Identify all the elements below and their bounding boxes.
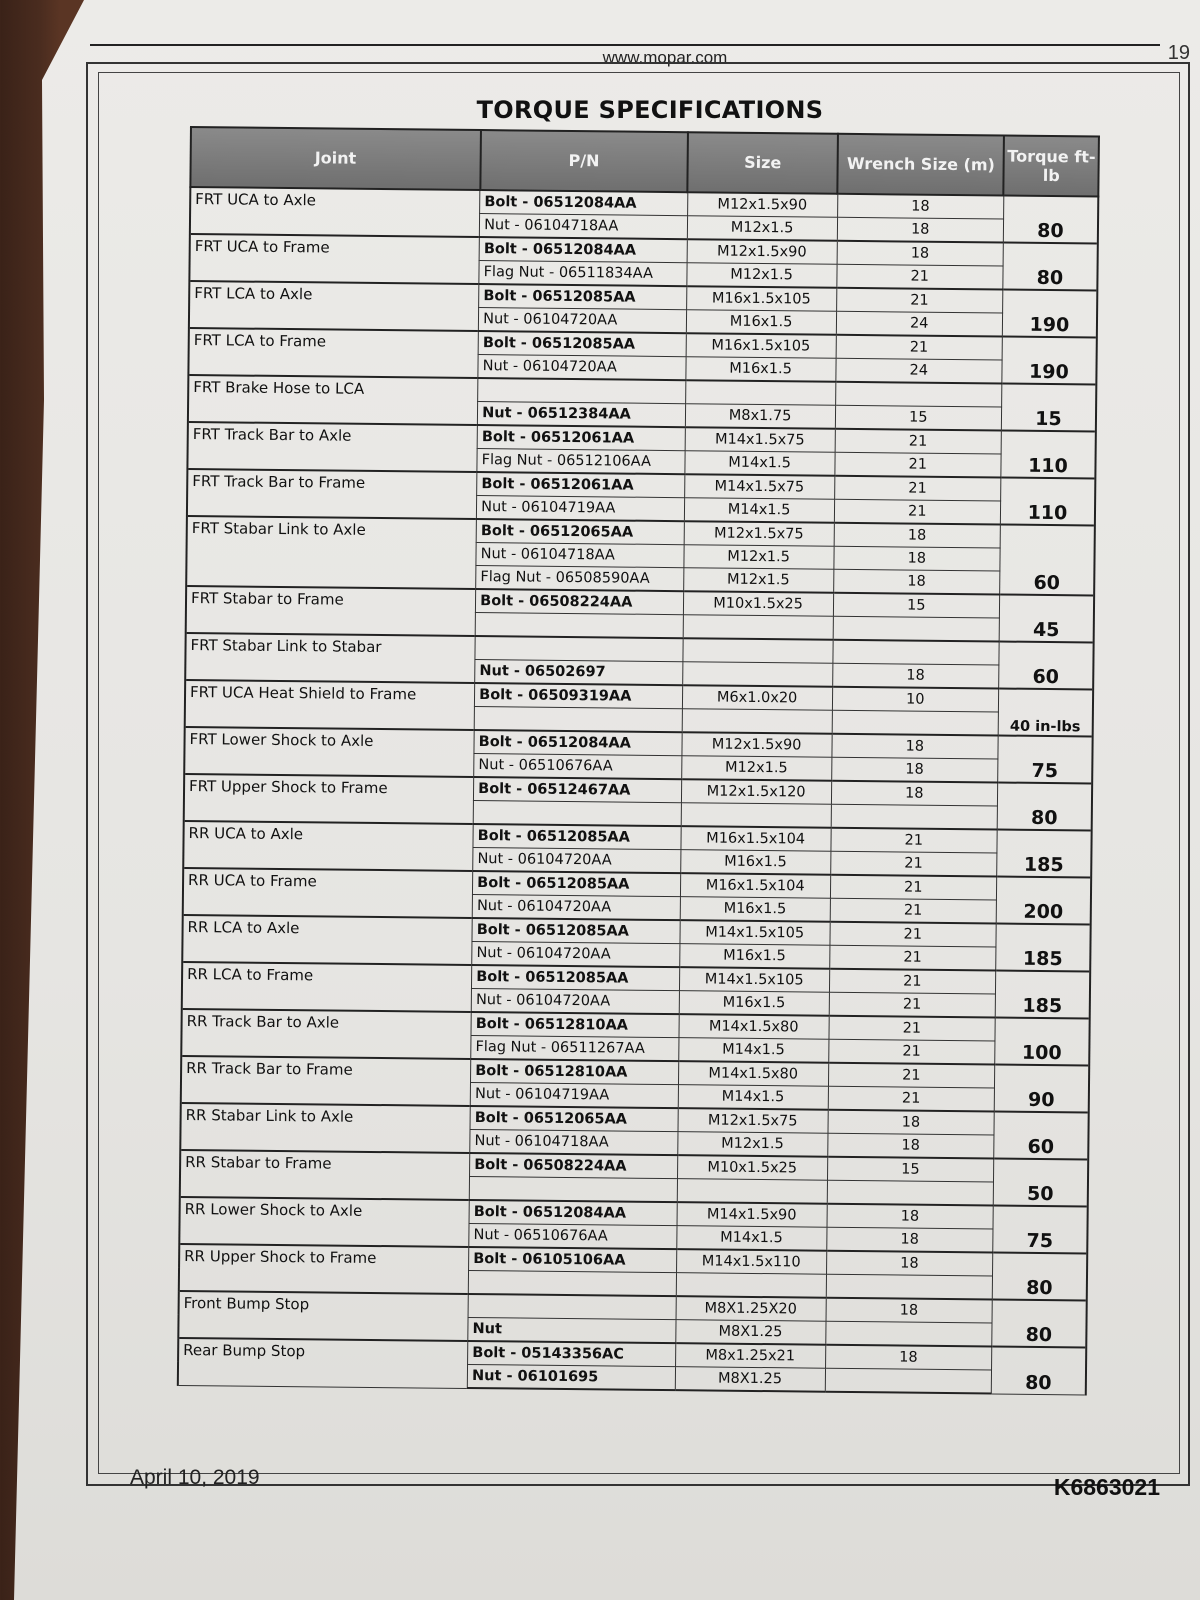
part-number-cell: Nut - 06104718AA (479, 214, 687, 240)
wrench-size-cell: 18 (834, 523, 1001, 548)
size-cell (685, 380, 835, 405)
part-number-cell (469, 1176, 677, 1202)
wrench-size-cell: 18 (827, 1133, 994, 1158)
column-header-joint: Joint (190, 127, 480, 190)
torque-cell: 80 (991, 1346, 1086, 1394)
wrench-size-cell: 21 (829, 945, 996, 970)
size-cell: M12x1.5x75 (678, 1108, 828, 1133)
wrench-size-cell (835, 382, 1002, 407)
torque-cell: 60 (1000, 525, 1095, 596)
wrench-size-cell: 15 (833, 593, 1000, 618)
part-number-cell: Nut - 06512384AA (478, 402, 686, 428)
part-number-cell (475, 613, 683, 639)
torque-cell: 190 (1002, 290, 1097, 338)
size-cell: M8X1.25 (675, 1367, 825, 1392)
wrench-size-cell: 18 (825, 1345, 992, 1370)
size-cell: M14x1.5x110 (676, 1249, 826, 1274)
size-cell: M16x1.5 (679, 991, 829, 1016)
size-cell: M8X1.25X20 (676, 1296, 826, 1321)
wrench-size-cell: 18 (827, 1204, 994, 1229)
size-cell: M12x1.5x120 (681, 779, 831, 804)
part-number-cell: Nut - 06510676AA (469, 1223, 677, 1249)
size-cell: M16x1.5 (686, 310, 836, 335)
torque-cell: 90 (994, 1064, 1089, 1112)
table-header-row (190, 127, 1099, 197)
part-number-cell: Nut - 06510676AA (474, 754, 682, 780)
joint-cell: RR Upper Shock to Frame (179, 1244, 469, 1294)
header-rule (90, 44, 1160, 46)
joint-cell: FRT UCA to Frame (189, 234, 479, 284)
part-number-cell: Nut - 06104720AA (472, 941, 680, 967)
joint-cell: RR LCA to Axle (182, 915, 472, 965)
part-number-cell: Bolt - 06512084AA (479, 237, 687, 263)
part-number-cell: Bolt - 06508224AA (470, 1153, 678, 1179)
torque-cell: 15 (1001, 384, 1096, 432)
wrench-size-cell (832, 640, 999, 665)
wrench-size-cell: 24 (836, 311, 1003, 336)
part-number-cell: Bolt - 06512085AA (479, 284, 687, 310)
size-cell: M10x1.5x25 (683, 591, 833, 616)
torque-cell: 185 (996, 923, 1091, 971)
footer-doc-id: K6863021 (1053, 1474, 1160, 1500)
part-number-cell (468, 1270, 676, 1296)
wrench-size-cell: 21 (836, 264, 1003, 289)
size-cell (681, 803, 831, 828)
wrench-size-cell: 21 (830, 922, 997, 947)
size-cell: M16x1.5 (685, 357, 835, 382)
header-url: www.mopar.com (602, 48, 728, 67)
part-number-cell: Bolt - 06509319AA (475, 683, 683, 709)
wrench-size-cell (825, 1368, 992, 1393)
part-number-cell: Bolt - 06512061AA (477, 425, 685, 451)
size-cell: M14x1.5 (676, 1226, 826, 1251)
part-number-cell: Bolt - 06512085AA (478, 331, 686, 357)
wrench-size-cell: 24 (835, 358, 1002, 383)
part-number-cell: Bolt - 06512810AA (471, 1012, 679, 1038)
wrench-size-cell: 21 (831, 828, 998, 853)
part-number-cell: Bolt - 06512084AA (469, 1200, 677, 1226)
joint-cell: FRT LCA to Frame (188, 328, 478, 378)
wrench-size-cell (833, 616, 1000, 641)
torque-table (177, 126, 1100, 1395)
part-number-cell (475, 636, 683, 662)
torque-cell: 75 (998, 735, 1093, 783)
joint-cell: FRT Stabar Link to Stabar (185, 633, 475, 683)
wrench-size-cell: 18 (831, 757, 998, 782)
part-number-cell: Bolt - 06512065AA (470, 1106, 678, 1132)
wrench-size-cell: 21 (829, 969, 996, 994)
torque-cell: 60 (994, 1111, 1089, 1159)
torque-cell: 200 (996, 876, 1091, 924)
torque-cell: 185 (995, 970, 1090, 1018)
wrench-size-cell: 21 (828, 1063, 995, 1088)
joint-cell: FRT Stabar Link to Axle (186, 516, 476, 589)
size-cell: M12x1.5x90 (682, 732, 832, 757)
part-number-cell: Flag Nut - 06512106AA (477, 449, 685, 475)
size-cell: M12x1.5x90 (687, 192, 837, 217)
joint-cell: FRT UCA Heat Shield to Frame (185, 680, 475, 730)
wrench-size-cell: 15 (835, 405, 1002, 430)
size-cell: M6x1.0x20 (682, 685, 832, 710)
torque-cell: 80 (997, 782, 1092, 830)
part-number-cell: Bolt - 06512084AA (480, 190, 688, 216)
torque-cell: 80 (1003, 196, 1098, 244)
joint-cell: RR Stabar Link to Axle (180, 1103, 470, 1153)
joint-cell: RR Track Bar to Frame (181, 1056, 471, 1106)
size-cell: M14x1.5x75 (685, 427, 835, 452)
wrench-size-cell: 18 (826, 1251, 993, 1276)
wrench-size-cell (825, 1321, 992, 1346)
joint-cell: RR UCA to Axle (183, 821, 473, 871)
wrench-size-cell: 18 (832, 663, 999, 688)
size-cell: M14x1.5x80 (678, 1061, 828, 1086)
wrench-size-cell: 18 (837, 194, 1004, 219)
torque-cell: 75 (993, 1205, 1088, 1253)
wrench-size-cell: 18 (831, 734, 998, 759)
wrench-size-cell: 21 (829, 1016, 996, 1041)
wrench-size-cell: 18 (828, 1110, 995, 1135)
joint-cell: FRT Track Bar to Frame (187, 469, 477, 519)
part-number-cell: Flag Nut - 06508590AA (476, 566, 684, 592)
size-cell (683, 615, 833, 640)
torque-cell: 110 (1001, 431, 1096, 479)
size-cell (676, 1273, 826, 1298)
part-number-cell: Nut - 06101695 (467, 1364, 675, 1390)
size-cell: M16x1.5 (679, 944, 829, 969)
torque-cell: 80 (992, 1252, 1087, 1300)
wrench-size-cell: 18 (833, 546, 1000, 571)
torque-cell: 100 (995, 1017, 1090, 1065)
torque-cell: 190 (1002, 337, 1097, 385)
wrench-size-cell: 18 (837, 217, 1004, 242)
size-cell: M14x1.5x80 (679, 1014, 829, 1039)
part-number-cell: Bolt - 06512810AA (471, 1059, 679, 1085)
size-cell: M8x1.75 (685, 404, 835, 429)
size-cell: M16x1.5x105 (686, 333, 836, 358)
torque-cell: 40 in-lbs (998, 688, 1093, 736)
joint-cell: FRT Track Bar to Axle (187, 422, 477, 472)
table-body (178, 187, 1098, 1394)
wrench-size-cell: 18 (831, 781, 998, 806)
size-cell: M14x1.5x75 (684, 474, 834, 499)
wrench-size-cell: 10 (832, 687, 999, 712)
size-cell: M12x1.5 (681, 756, 831, 781)
part-number-cell: Flag Nut - 06511834AA (479, 261, 687, 287)
size-cell: M10x1.5x25 (677, 1155, 827, 1180)
torque-cell: 45 (999, 595, 1094, 643)
size-cell: M12x1.5 (683, 568, 833, 593)
part-number-cell: Nut (468, 1317, 676, 1343)
part-number-cell: Nut - 06104720AA (478, 355, 686, 381)
torque-cell: 80 (992, 1299, 1087, 1347)
joint-cell: Rear Bump Stop (178, 1338, 468, 1388)
part-number-cell (468, 1294, 676, 1320)
part-number-cell: Bolt - 06512467AA (474, 777, 682, 803)
joint-cell: FRT Upper Shock to Frame (184, 774, 474, 824)
part-number-cell: Bolt - 06512061AA (477, 472, 685, 498)
page-number: 19 (1167, 42, 1190, 64)
wrench-size-cell: 21 (836, 288, 1003, 313)
joint-cell: RR Stabar to Frame (180, 1150, 470, 1200)
size-cell: M8X1.25 (675, 1320, 825, 1345)
size-cell: M12x1.5 (684, 545, 834, 570)
column-header-size: Size (687, 132, 838, 194)
wrench-size-cell (832, 710, 999, 735)
joint-cell: RR Lower Shock to Axle (179, 1197, 469, 1247)
wrench-size-cell: 18 (826, 1227, 993, 1252)
part-number-cell: Nut - 06104720AA (479, 308, 687, 334)
size-cell: M16x1.5x105 (686, 286, 836, 311)
size-cell: M16x1.5x104 (681, 826, 831, 851)
size-cell (682, 709, 832, 734)
size-cell: M14x1.5x105 (679, 967, 829, 992)
size-cell: M14x1.5 (678, 1038, 828, 1063)
footer-date: April 10, 2019 (130, 1466, 260, 1489)
part-number-cell: Nut - 06502697 (475, 660, 683, 686)
part-number-cell (474, 707, 682, 733)
size-cell: M12x1.5 (677, 1132, 827, 1157)
part-number-cell: Bolt - 06512065AA (476, 519, 684, 545)
wrench-size-cell (826, 1274, 993, 1299)
wrench-size-cell (827, 1180, 994, 1205)
wrench-size-cell: 18 (837, 241, 1004, 266)
joint-cell: FRT UCA to Axle (190, 187, 480, 237)
part-number-cell: Flag Nut - 06511267AA (471, 1035, 679, 1061)
part-number-cell: Bolt - 06512084AA (474, 730, 682, 756)
part-number-cell: Bolt - 06512085AA (473, 824, 681, 850)
part-number-cell (473, 801, 681, 827)
part-number-cell: Nut - 06104719AA (477, 496, 685, 522)
joint-cell: FRT Stabar to Frame (186, 586, 476, 636)
wrench-size-cell: 21 (830, 898, 997, 923)
part-number-cell: Bolt - 06512085AA (472, 918, 680, 944)
wrench-size-cell: 18 (833, 569, 1000, 594)
part-number-cell: Nut - 06104720AA (471, 988, 679, 1014)
wrench-size-cell: 21 (836, 335, 1003, 360)
wrench-size-cell: 18 (826, 1298, 993, 1323)
part-number-cell: Nut - 06104720AA (473, 848, 681, 874)
size-cell: M16x1.5 (680, 897, 830, 922)
part-number-cell: Bolt - 05143356AC (468, 1341, 676, 1367)
part-number-cell: Bolt - 06512085AA (473, 871, 681, 897)
joint-cell: FRT Brake Hose to LCA (188, 375, 478, 425)
torque-cell: 60 (999, 642, 1094, 690)
size-cell: M14x1.5 (684, 498, 834, 523)
size-cell (677, 1179, 827, 1204)
size-cell: M14x1.5x105 (680, 920, 830, 945)
size-cell: M8x1.25x21 (675, 1343, 825, 1368)
part-number-cell (478, 378, 686, 404)
part-number-cell: Nut - 06104720AA (472, 895, 680, 921)
wrench-size-cell: 21 (834, 452, 1001, 477)
wrench-size-cell: 21 (834, 476, 1001, 501)
torque-cell: 110 (1000, 478, 1095, 526)
part-number-cell: Bolt - 06105106AA (469, 1247, 677, 1273)
size-cell (682, 662, 832, 687)
wrench-size-cell: 21 (830, 875, 997, 900)
part-number-cell: Nut - 06104718AA (470, 1129, 678, 1155)
part-number-cell: Bolt - 06512085AA (472, 965, 680, 991)
size-cell (683, 638, 833, 663)
size-cell: M16x1.5x104 (680, 873, 830, 898)
joint-cell: RR Track Bar to Axle (181, 1009, 471, 1059)
joint-cell: FRT LCA to Axle (189, 281, 479, 331)
size-cell: M14x1.5x90 (677, 1202, 827, 1227)
column-header-wrench: Wrench Size (m) (837, 134, 1004, 196)
column-header-pn: P/N (480, 130, 688, 192)
column-header-torque: Torque ft-lb (1004, 136, 1099, 197)
torque-cell: 185 (997, 829, 1092, 877)
joint-cell: RR LCA to Frame (182, 962, 472, 1012)
joint-cell: RR UCA to Frame (183, 868, 473, 918)
wrench-size-cell: 21 (828, 1039, 995, 1064)
size-cell: M12x1.5x90 (687, 239, 837, 264)
wrench-size-cell: 21 (829, 992, 996, 1017)
wrench-size-cell: 21 (834, 499, 1001, 524)
part-number-cell: Nut - 06104718AA (476, 543, 684, 568)
size-cell: M12x1.5x75 (684, 521, 834, 546)
torque-cell: 50 (993, 1158, 1088, 1206)
wrench-size-cell: 15 (827, 1157, 994, 1182)
size-cell: M12x1.5 (686, 263, 836, 288)
wrench-size-cell (831, 804, 998, 829)
wrench-size-cell: 21 (830, 851, 997, 876)
size-cell: M14x1.5 (678, 1085, 828, 1110)
part-number-cell: Bolt - 06508224AA (476, 589, 684, 615)
size-cell: M12x1.5 (687, 216, 837, 241)
joint-cell: FRT Lower Shock to Axle (184, 727, 474, 777)
size-cell: M14x1.5 (684, 451, 834, 476)
joint-cell: Front Bump Stop (178, 1291, 468, 1341)
wrench-size-cell: 21 (835, 429, 1002, 454)
size-cell: M16x1.5 (680, 850, 830, 875)
page-title: TORQUE SPECIFICATIONS (476, 96, 824, 124)
torque-cell: 80 (1003, 243, 1098, 291)
wrench-size-cell: 21 (828, 1086, 995, 1111)
part-number-cell: Nut - 06104719AA (470, 1082, 678, 1108)
